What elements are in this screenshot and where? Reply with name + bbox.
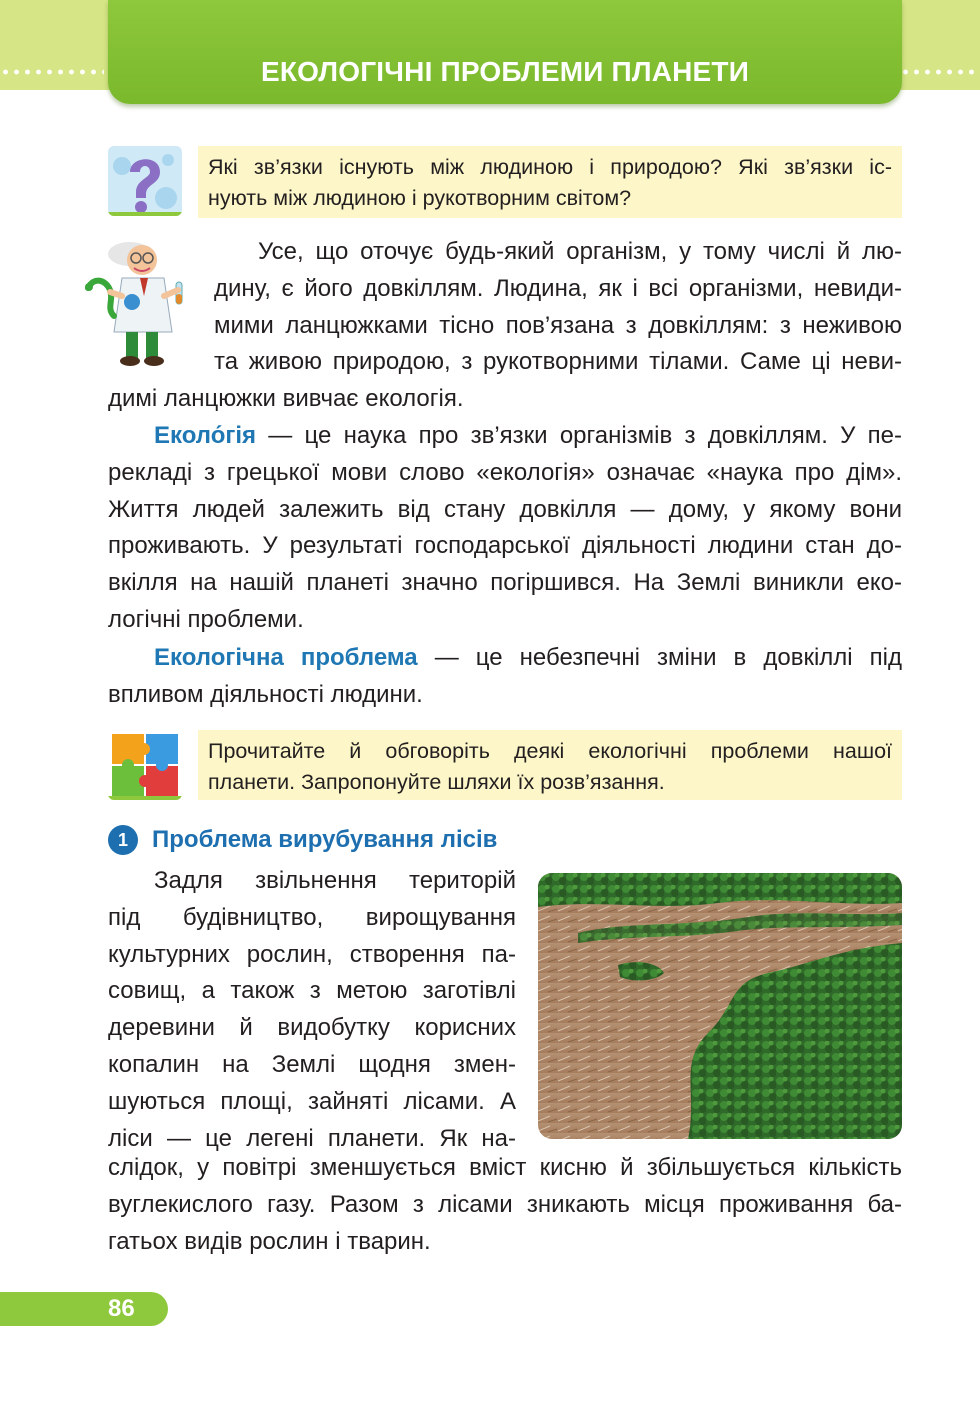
text-line: вуглекислого газу. Разом з лісами зникають місця проживання ба- [108, 1190, 902, 1218]
text-line: Задля звільнення територій [154, 867, 516, 894]
text-line: Життя людей залежить від стану довкілля — дому, у якому вони [108, 495, 902, 523]
definition-text: — це небезпечні зміни в довкіллі під [417, 644, 902, 671]
text-line: рекладі з грецької мови слово «екологія» означає «наука про дім». [108, 458, 902, 486]
header-side-left [0, 0, 120, 90]
text-line: та живою природою, з рукотворними тілами. Саме ці неви- [214, 348, 902, 376]
deforestation-paragraph [108, 863, 516, 1157]
question-line: нують між людиною і рукотворним світом? [208, 186, 632, 210]
term-ecology: Еколо́гія [154, 422, 257, 449]
text-line: совищ, а також з метою заготівлі [108, 977, 516, 1005]
text-line: Усе, що оточує будь-який організм, у тому числі й лю- [258, 238, 902, 265]
section-number-badge: 1 [108, 825, 138, 855]
text-line: копалин на Землі щодня змен- [108, 1050, 516, 1078]
text-line: деревини й видобутку корисних [108, 1014, 516, 1042]
header-banner [108, 0, 902, 104]
text-line: дину, є його довкіллям. Людина, як і всі організми, невиди- [214, 274, 902, 302]
text-line: вкілля на нашій планеті значно погіршився. На Землі виникли еко- [108, 569, 902, 597]
section-title: Проблема вирубування лісів [152, 826, 498, 853]
text-line [108, 640, 902, 677]
scientist-illustration [84, 236, 202, 368]
page-number: 86 [108, 1295, 135, 1322]
text-line: культурних рослин, створення па- [108, 940, 516, 968]
term-ecological-problem: Екологічна проблема [154, 644, 418, 671]
definition-text: — це наука про зв’язки організмів з довкіллям. У пе- [256, 422, 902, 449]
section-heading [108, 822, 497, 858]
text-line: проживають. У результаті господарської діяльності людини стан до- [108, 532, 902, 560]
intro-paragraph [214, 234, 902, 381]
page-number-tab [0, 1292, 168, 1326]
text-line: слідок, у повітрі зменшується вміст кисню й збільшується кількість [108, 1154, 902, 1181]
text-line: ліси — це легені планети. Як на- [108, 1124, 516, 1152]
dotted-line-right [900, 68, 980, 76]
top-strip [0, 0, 980, 100]
question-text [198, 146, 902, 218]
ecology-definition [108, 418, 902, 639]
deforestation-photo [538, 873, 902, 1139]
problem-definition [108, 640, 902, 714]
puzzle-icon [108, 730, 182, 800]
task-line: планети. Запропонуйте шляхи їх розв’язання. [208, 770, 665, 794]
question-line: Які зв’язки існують між людиною і природою? Які зв’язки іс- [208, 155, 892, 179]
dotted-line-left [0, 68, 104, 76]
text-line: шуються площі, зайняті лісами. А [108, 1087, 516, 1115]
text-line [108, 418, 902, 455]
text-line: мими ланцюжками тісно пов’язана з довкіллям: з неживою [214, 311, 902, 339]
text-line: димі ланцюжки вивчає екологія. [108, 385, 464, 412]
task-line: Прочитайте й обговоріть деякі екологічні проблеми нашої [208, 739, 892, 763]
icon-edge [108, 796, 182, 800]
deforestation-paragraph-end [108, 1150, 902, 1260]
text-line: гатьох видів рослин і тварин. [108, 1227, 431, 1255]
intro-paragraph-end [108, 381, 902, 418]
icon-edge [108, 212, 182, 216]
text-line: під будівництво, вирощування [108, 903, 516, 931]
task-text [198, 730, 902, 800]
text-line: логічні проблеми. [108, 605, 304, 633]
question-mark-icon [108, 146, 182, 216]
page-title: ЕКОЛОГІЧНІ ПРОБЛЕМИ ПЛАНЕТИ [260, 56, 750, 87]
text-line: впливом діяльності людини. [108, 680, 423, 708]
